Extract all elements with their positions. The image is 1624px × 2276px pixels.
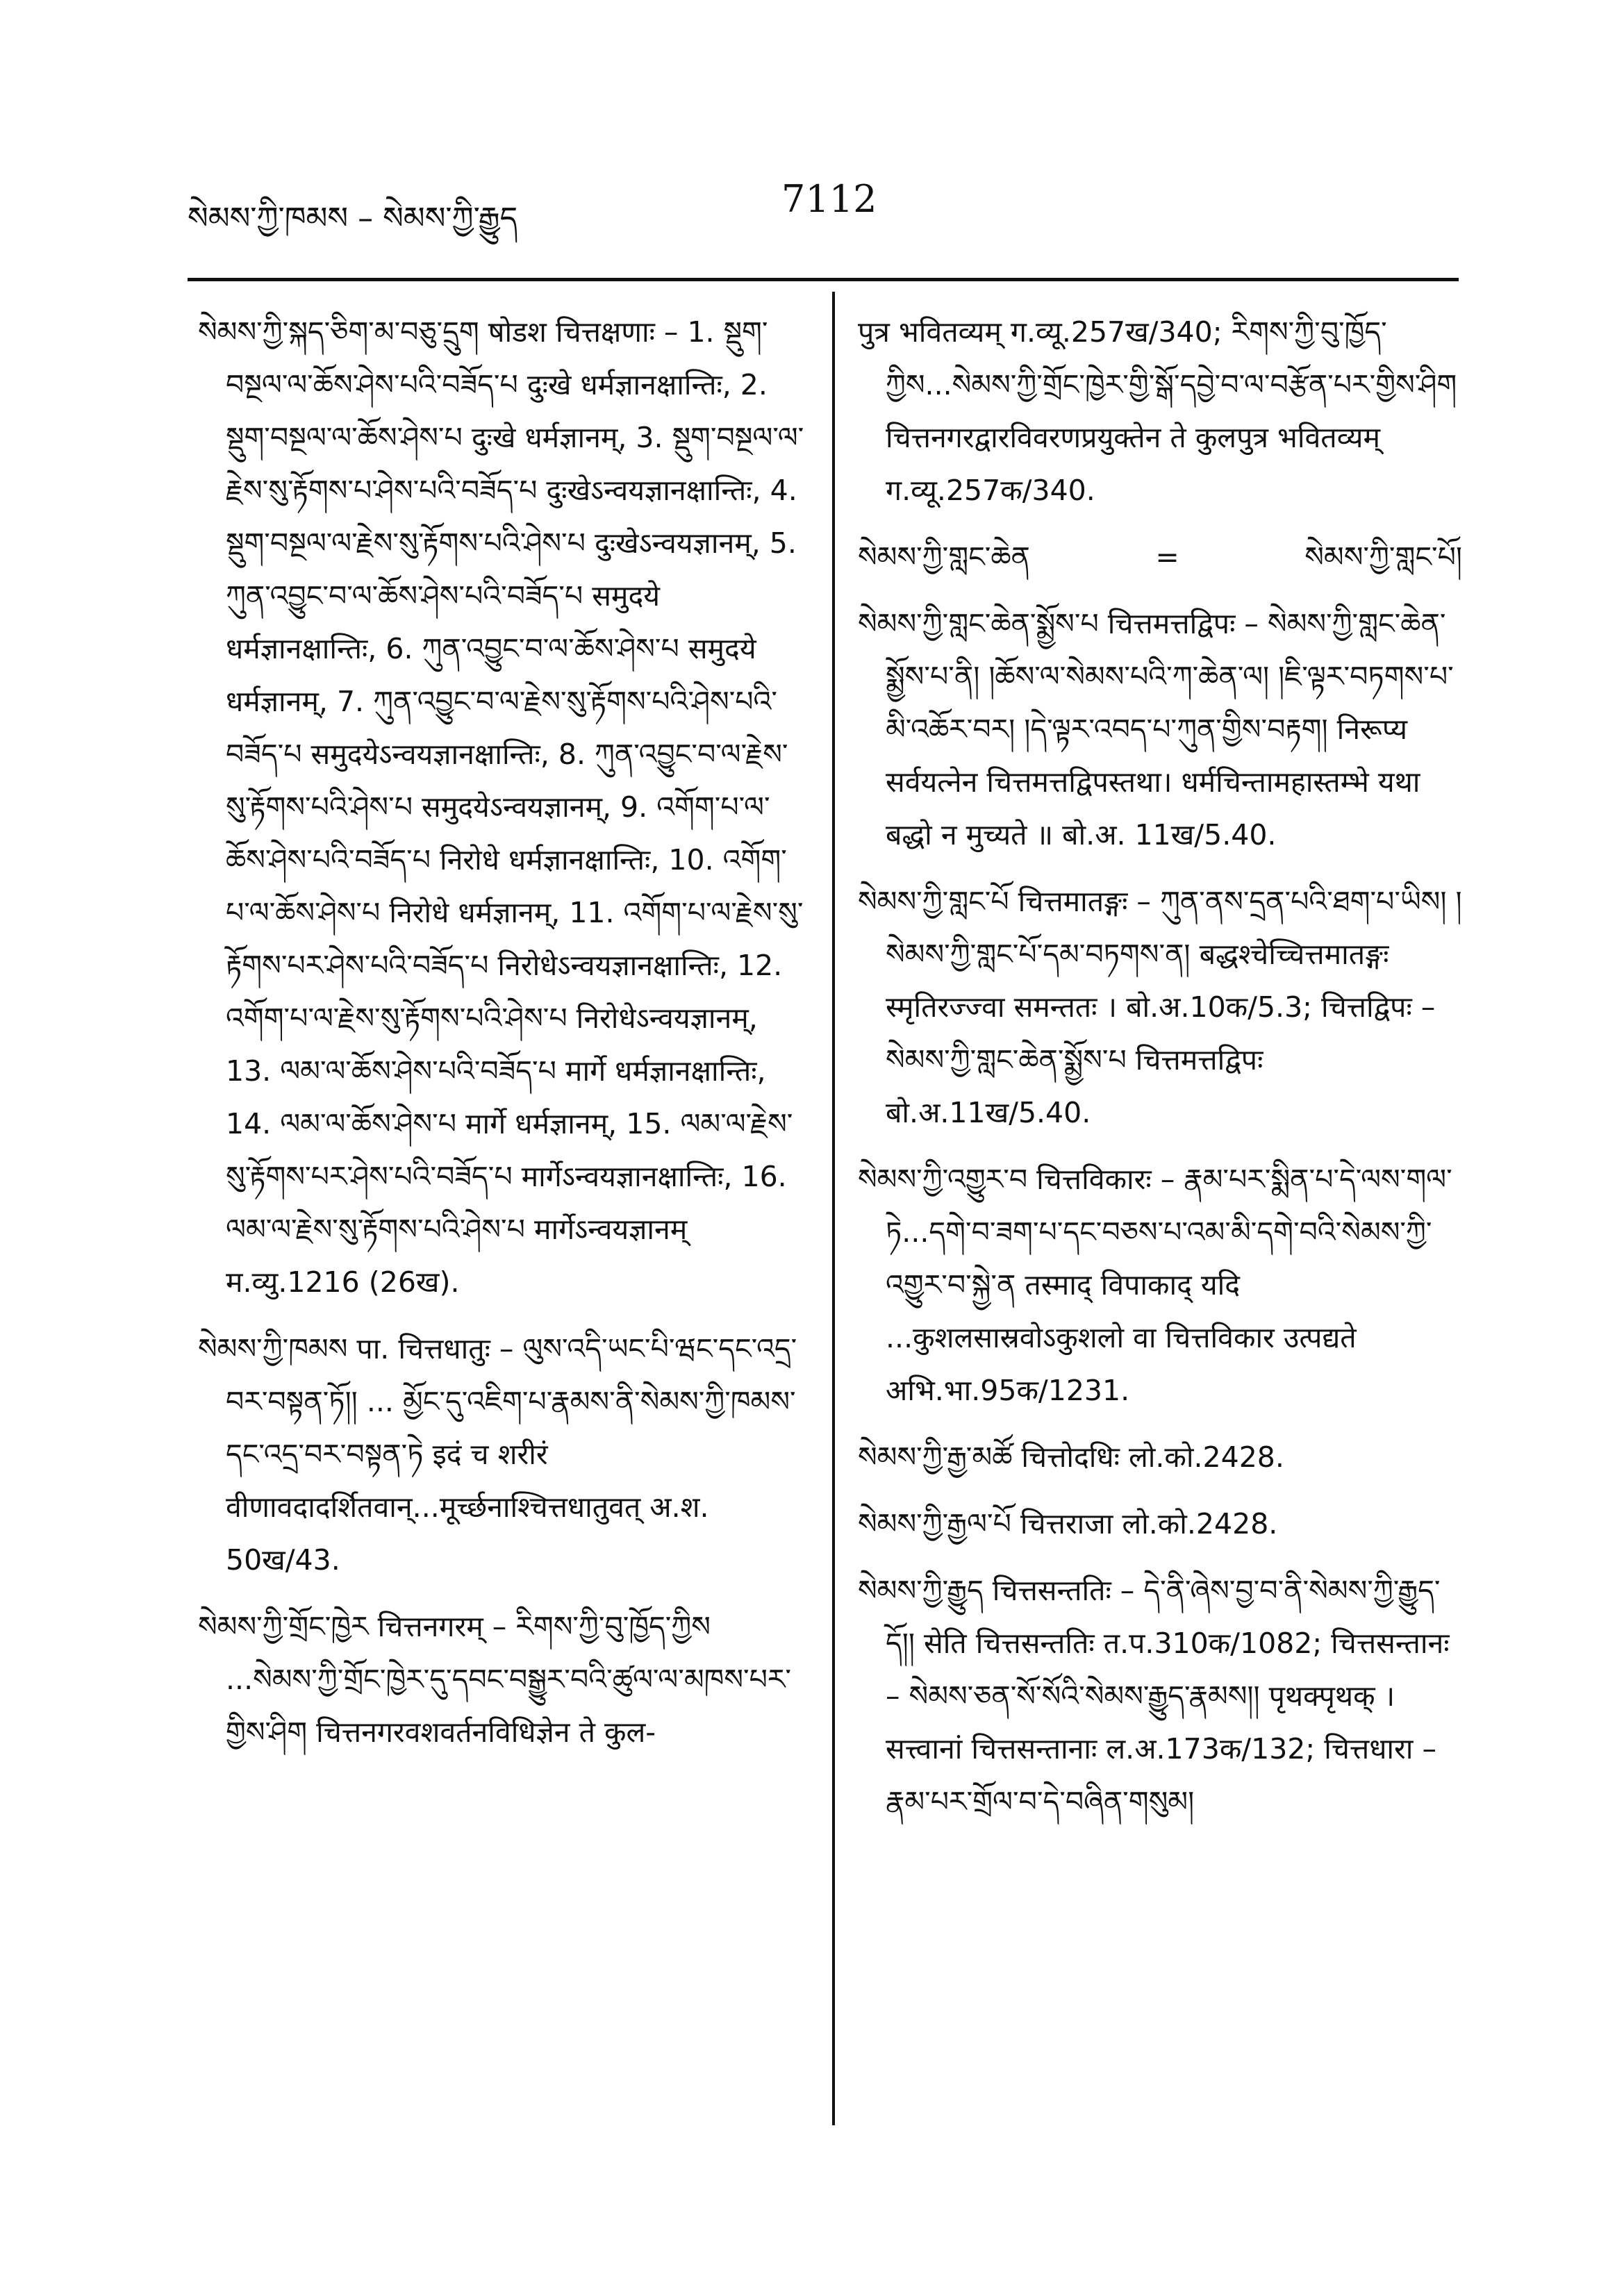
- dictionary-entry: སེམས་ཀྱི་གླང་ཆེན་སྨྱོས་པ चित्तमत्तद्विपः – སེམས་ཀྱི་གླང་ཆེན་སྨྱོས་པ་ནི། །ཆོས་ལ་སེམས་པའི་ཀ་ཆེན་ལ། །ཇི་ལྟར་བཏགས་པ་མི་འཆོར་བར། །དེ་ལྟར་འབད་པ་ཀུན་གྱིས་བརྟག། निरूप्य सर्वयत्नेन चित्तमत्तद्विपस्तथा। धर्मचिन्तामहास्तम्भे यथा बद्धो न मुच्यते ॥ बो.अ. 11ख/5.40.: [858, 607, 1454, 852]
- right-column: [858, 306, 1462, 2125]
- dictionary-entry: སེམས་ཀྱི་རྒྱུད चित्तसन्ततिः – དེ་ནི་ཞེས་བྱ་བ་ནི་སེམས་ཀྱི་རྒྱུད་དོ།། सेति चित्तसन्ततिः त.प.310क/1082; चित्तसन्तानः – སེམས་ཅན་སོ་སོའི་སེམས་རྒྱུད་རྣམས།། पृथक्पृथक् । सत्त्वानां चित्तसन्तानाः ल.अ.173क/132; चित्तधारा – རྣམ་པར་གྲོལ་བ་དེ་བཞིན་གསུམ།: [858, 1574, 1450, 1818]
- left-column: [198, 306, 809, 2125]
- cross-reference-entry: [858, 531, 1462, 583]
- dictionary-entry: སེམས་ཀྱི་གྲོང་ཁྱེར चित्तनगरम् – རིགས་ཀྱི་བུ་ཁྱོད་ཀྱིས ...སེམས་ཀྱི་གྲོང་ཁྱེར་དུ་དབང་བསྒྱུར་བའི་ཚུལ་ལ་མཁས་པར་གྱིས་ཤིག चित्तनगरवशवर्तनविधिज्ञेन ते कुल-: [198, 1610, 792, 1749]
- cross-reference-target: སེམས་ཀྱི་གླང་པོ།: [1304, 540, 1462, 574]
- header-rule: [188, 278, 1459, 281]
- equals-sign: =: [1155, 540, 1179, 574]
- dictionary-entry: སེམས་ཀྱི་སྐད་ཅིག་མ་བཅུ་དྲུག षोडश चित्तक्षणाः – 1. སྡུག་བསྔལ་ལ་ཆོས་ཤེས་པའི་བཟོད་པ दुःखे धर्मज्ञानक्षान्तिः, 2. སྡུག་བསྔལ་ལ་ཆོས་ཤེས་པ दुःखे धर्मज्ञानम्, 3. སྡུག་བསྔལ་ལ་རྗེས་སུ་རྟོགས་པ་ཤེས་པའི་བཟོད་པ दुःखेऽन्वयज्ञानक्षान्तिः, 4. སྡུག་བསྔལ་ལ་རྗེས་སུ་རྟོགས་པའི་ཤེས་པ दुःखेऽन्वयज्ञानम्, 5. ཀུན་འབྱུང་བ་ལ་ཆོས་ཤེས་པའི་བཟོད་པ समुदये धर्मज्ञानक्षान्तिः, 6. ཀུན་འབྱུང་བ་ལ་ཆོས་ཤེས་པ समुदये धर्मज्ञानम्, 7. ཀུན་འབྱུང་བ་ལ་རྗེས་སུ་རྟོགས་པའི་ཤེས་པའི་བཟོད་པ समुदयेऽन्वयज्ञानक्षान्तिः, 8. ཀུན་འབྱུང་བ་ལ་རྗེས་སུ་རྟོགས་པའི་ཤེས་པ समुदयेऽन्वयज्ञानम्, 9. འགོག་པ་ལ་ཆོས་ཤེས་པའི་བཟོད་པ निरोधे धर्मज्ञानक्षान्तिः, 10. འགོག་པ་ལ་ཆོས་ཤེས་པ निरोधे धर्मज्ञानम्, 11. འགོག་པ་ལ་རྗེས་སུ་རྟོགས་པར་ཤེས་པའི་བཟོད་པ निरोधेऽन्वयज्ञानक्षान्तिः, 12. འགོག་པ་ལ་རྗེས་སུ་རྟོགས་པའི་ཤེས་པ निरोधेऽन्वयज्ञानम्, 13. ལམ་ལ་ཆོས་ཤེས་པའི་བཟོད་པ मार्गे धर्मज्ञानक्षान्तिः, 14. ལམ་ལ་ཆོས་ཤེས་པ मार्गे धर्मज्ञानम्, 15. ལམ་ལ་རྗེས་སུ་རྟོགས་པར་ཤེས་པའི་བཟོད་པ मार्गेऽन्वयज्ञानक्षान्तिः, 16. ལམ་ལ་རྗེས་སུ་རྟོགས་པའི་ཤེས་པ मार्गेऽन्वयज्ञानम् म.व्यु.1216 (26ख).: [198, 315, 804, 1299]
- cross-reference-headword: སེམས་ཀྱི་གླང་ཆེན: [858, 540, 1030, 574]
- dictionary-entry: སེམས་ཀྱི་འགྱུར་བ चित्तविकारः – རྣམ་པར་སྨིན་པ་དེ་ལས་གལ་ཏེ...དགེ་བ་ཟག་པ་དང་བཅས་པ་འམ་མི་དགེ་བའི་སེམས་ཀྱི་འགྱུར་བ་སྐྱེ་ན तस्माद् विपाकाद् यदि ...कुशलसास्रवोऽकुशलो वा चित्तविकार उत्पद्यते अभि.भा.95क/1231.: [858, 1163, 1452, 1407]
- dictionary-entry: སེམས་ཀྱི་རྒྱ་མཚོ चित्तोदधिः लो.को.2428.: [858, 1440, 1284, 1474]
- dictionary-entry-continued: पुत्र भवितव्यम् ग.व्यू.257ख/340; རིགས་ཀྱི་བུ་ཁྱོད་ཀྱིས...སེམས་ཀྱི་གྲོང་ཁྱེར་གྱི་སྒོ་དབྱེ་བ་ལ་བརྩོན་པར་གྱིས་ཤིག चित्तनगरद्वारविवरणप्रयुक्तेन ते कुलपुत्र भवितव्यम् ग.व्यू.257क/340.: [858, 315, 1457, 507]
- dictionary-entry: སེམས་ཀྱི་ཁམས पा. चित्तधातुः – ལུས་འདི་ཡང་པི་ཝང་དང་འདྲ་བར་བསྟན་ཏོ།། ... མྱོང་དུ་འཇིག་པ་རྣམས་ནི་སེམས་ཀྱི་ཁམས་དང་འདྲ་བར་བསྟན་ཏེ इदं च शरीरं वीणावदादर्शितवान्...मूर्च्छनाश्चित्तधातुवत् अ.श. 50ख/43.: [198, 1332, 797, 1577]
- page-header: [188, 177, 1459, 236]
- page-number: 7112: [781, 177, 877, 221]
- running-head: སེམས་ཀྱི་ཁམས – སེམས་ཀྱི་རྒྱུད: [188, 201, 518, 236]
- dictionary-entry: སེམས་ཀྱི་རྒྱལ་པོ चित्तराजा लो.को.2428.: [858, 1507, 1278, 1540]
- column-divider: [832, 292, 835, 2125]
- dictionary-entry: སེམས་ཀྱི་གླང་པོ चित्तमातङ्गः – ཀུན་ནས་དྲན་པའི་ཐག་པ་ཡིས། །སེམས་ཀྱི་གླང་པོ་དམ་བཏགས་ན། बद्धश्चेच्चित्तमातङ्गः स्मृतिरज्ज्वा समन्ततः । बो.अ.10क/5.3; चित्तद्विपः – སེམས་ཀྱི་གླང་ཆེན་སྨྱོས་པ चित्तमत्तद्विपः बो.अ.11ख/5.40.: [858, 885, 1462, 1129]
